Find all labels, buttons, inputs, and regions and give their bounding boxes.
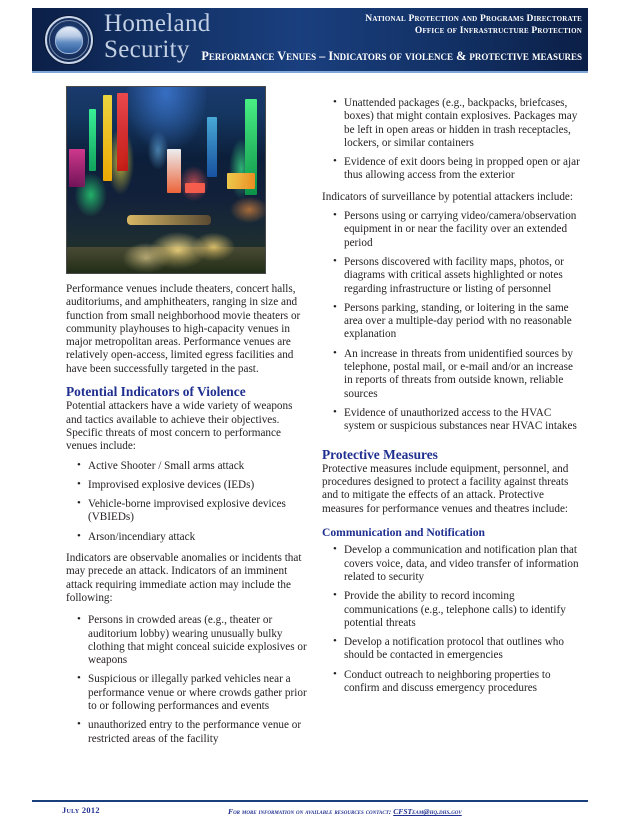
communication-measures-list [322,544,580,695]
list-item: • Conduct outreach to neighboring properties to confirm and discuss emergency procedures [344,669,580,696]
seal-container [32,8,98,71]
threat-list [66,460,309,544]
list-item: • Suspicious or illegally parked vehicles near a performance venue or where crowds gather prior to or following performances and events [88,673,309,713]
document-footer [32,806,588,822]
section-intro-paragraph: Potential attackers have a wide variety of weapons and tactics available to achieve their objectives. Specific threats of most concern to performance venues include: [66,400,293,453]
surveillance-indicator-list [322,210,580,433]
photo-neon-sign [227,173,255,189]
footer-email-link[interactable]: CFSTeam@hq.dhs.gov [393,807,462,816]
document-header [32,8,588,73]
office-line-1: National Protection and Programs Directorate [365,14,582,24]
photo-neon-sign [117,93,128,171]
protective-intro-paragraph: Protective measures include equipment, personnel, and procedures designed to protect a facility against threats and to mitigate the effects of an attack. Protective measures for performance venues and theatres include: [322,462,569,515]
list-item: • unauthorized entry to the performance venue or restricted areas of the facility [88,719,309,746]
right-column [322,92,580,703]
photo-neon-sign [103,95,112,181]
list-item: • Evidence of exit doors being in propped open or ajar thus allowing access from the exterior [344,156,580,183]
list-item: • Persons in crowded areas (e.g., theater or auditorium lobby) wearing unusually bulky clothing that might conceal suicide explosives or weapons [88,614,309,667]
section-heading-protective-measures: Protective Measures [322,446,438,462]
footer-contact-label: For more information on available resources contact: [228,807,392,816]
list-item: • Persons using or carrying video/camera/observation equipment in or near the facility over an extended period [344,210,580,250]
photo-neon-sign [207,117,217,177]
list-item: • Vehicle-borne improvised explosive devices (VBIEDs) [88,498,309,525]
venue-night-scene-photo [66,86,266,274]
agency-name-line2: Security [104,35,190,63]
photo-neon-sign [167,149,181,193]
subsection-heading-communication: Communication and Notification [322,526,485,540]
list-item: • Provide the ability to record incoming communications (e.g., telephone calls) to identify potential threats [344,590,580,630]
photo-sky-glow [126,87,205,150]
photo-street-reflection [67,247,266,273]
office-line-2: Office of Infrastructure Protection [414,26,582,36]
section-heading-potential-indicators: Potential Indicators of Violence [66,384,246,400]
agency-brand [98,8,211,71]
list-item: • Develop a communication and notification plan that covers voice, data, and video transfer of information related to security [344,544,580,584]
list-item: • An increase in threats from unidentified sources by telephone, postal mail, or e-mail and/or an increase in reports of threats from outside known, reliable sources [344,348,580,401]
document-subtitle: Performance Venues – Indicators of violence & protective measures [201,49,582,63]
footer-divider [32,800,588,802]
footer-date: July 2012 [62,806,100,815]
list-item: • Arson/incendiary attack [88,531,309,544]
imminent-attack-indicator-list [66,614,309,746]
list-item: • Improvised explosive devices (IEDs) [88,479,309,492]
indicators-intro-paragraph: Indicators are observable anomalies or incidents that may precede an attack. Indicators of an imminent attack requiring immediate action may include the following: [66,552,302,604]
header-right-block [201,8,588,71]
photo-marquee-glow [127,215,211,225]
list-item: • Unattended packages (e.g., backpacks, briefcases, boxes) that might contain explosives. Packages may be left in open areas or hidden in trash receptacles, lockers, or similar containers [344,97,580,150]
dhs-seal-icon [45,16,93,64]
list-item: • Persons discovered with facility maps, photos, or diagrams with critical assets highlighted or notes regarding infrastructure or listing of personnel [344,256,580,296]
agency-name-line1: Homeland [104,10,211,37]
left-column [66,86,309,754]
photo-neon-sign [69,149,85,187]
photo-neon-sign [185,183,205,193]
surveillance-intro-paragraph: Indicators of surveillance by potential attackers include: [322,190,574,203]
indicator-list-continued [322,97,580,183]
list-item: • Active Shooter / Small arms attack [88,460,309,473]
photo-neon-sign [89,109,96,171]
list-item: • Develop a notification protocol that outlines who should be contacted in emergencies [344,636,580,663]
left-body-text [66,283,309,746]
right-body-text [322,97,580,695]
list-item: • Evidence of unauthorized access to the HVAC system or suspicious substances near HVAC intakes [344,407,580,434]
footer-contact [228,807,462,816]
intro-paragraph: Performance venues include theaters, concert halls, auditoriums, and amphitheaters, ranging in size and function from small neighborhood movie theaters or community playhouses to high-capacity venues in major metropolitan areas. Performance venues are relatively open-access, limited egress facilities and have been successfully targeted in the past. [66,283,301,375]
list-item: • Persons parking, standing, or loitering in the same area over a multiple-day period with no reasonable explanation [344,302,580,342]
